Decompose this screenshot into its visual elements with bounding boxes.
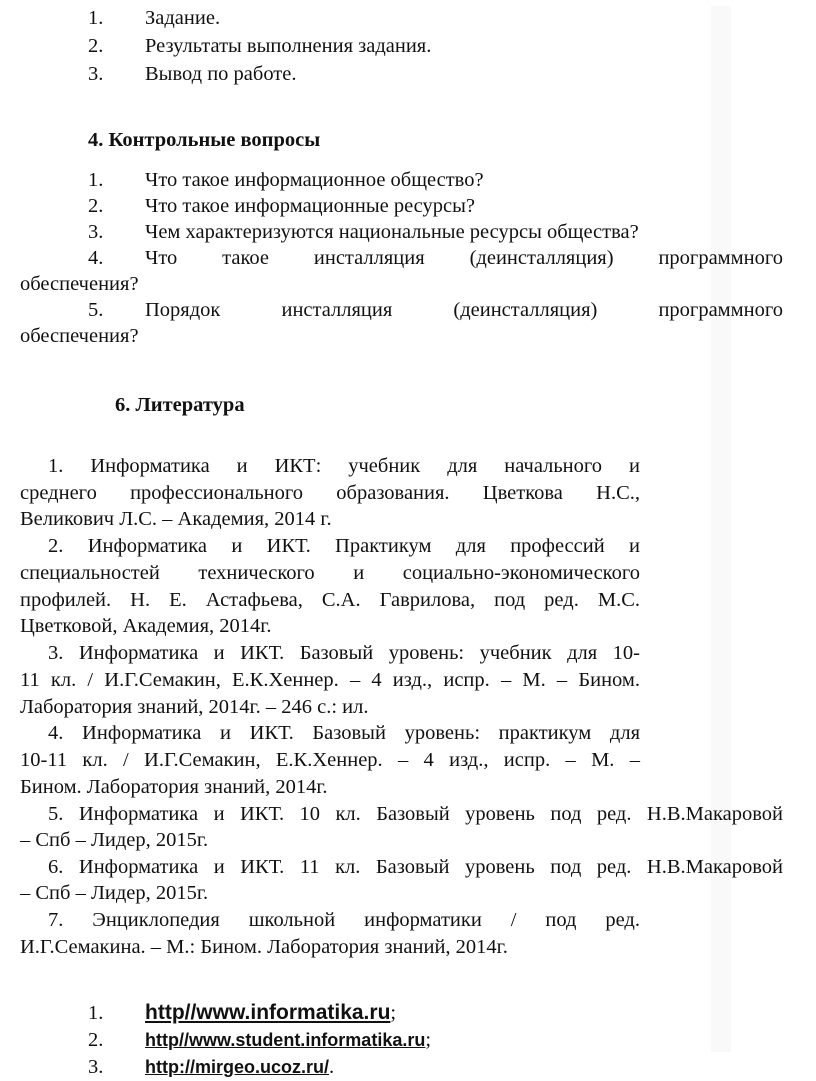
punctuation: ;	[425, 1029, 432, 1051]
list-number: 2.	[88, 1029, 104, 1051]
url-link[interactable]: http://mirgeo.ucoz.ru/	[145, 1057, 329, 1077]
list-number: 2.	[88, 195, 104, 217]
section-heading: 6. Литература	[115, 394, 245, 416]
list-number: 3.	[88, 221, 104, 243]
literature-line: 2. Информатика и ИКТ. Практикум для профессий и	[48, 535, 640, 557]
question-item: Что такое информационное общество?	[145, 169, 484, 191]
literature-line: – Спб – Лидер, 2015г.	[20, 882, 209, 904]
list-number: 4.	[88, 247, 104, 269]
literature-line: 3. Информатика и ИКТ. Базовый уровень: учебник для 10-	[48, 642, 640, 664]
punctuation: ;	[390, 1002, 397, 1024]
list-number: 1.	[88, 169, 104, 191]
list-item: Задание.	[145, 7, 221, 29]
literature-line: 7. Энциклопедия школьной информатики / под ред.	[48, 909, 640, 931]
list-number: 3.	[88, 63, 104, 85]
punctuation: .	[329, 1056, 335, 1078]
question-item: Что такое инсталляция (деинсталляция) программного	[145, 247, 783, 269]
literature-line: специальностей технического и социально-экономического	[20, 562, 640, 584]
link-item	[145, 1001, 396, 1025]
literature-line: 5. Информатика и ИКТ. 10 кл. Базовый уровень под ред. Н.В.Макаровой	[48, 803, 783, 825]
literature-line: Цветковой, Академия, 2014г.	[20, 615, 272, 637]
section-heading: 4. Контрольные вопросы	[88, 129, 321, 151]
literature-line: 11 кл. / И.Г.Семакин, Е.К.Хеннер. – 4 изд., испр. – М. – Бином.	[20, 669, 640, 691]
question-item: Чем характеризуются национальные ресурсы общества?	[145, 221, 639, 243]
list-item: Вывод по работе.	[145, 63, 297, 85]
link-item	[145, 1055, 334, 1079]
literature-line: Бином. Лаборатория знаний, 2014г.	[20, 776, 328, 798]
link-item	[145, 1028, 431, 1052]
list-number: 1.	[88, 7, 104, 29]
url-link[interactable]: http//www.student.informatika.ru	[145, 1030, 426, 1050]
list-number: 3.	[88, 1056, 104, 1078]
literature-line: 1. Информатика и ИКТ: учебник для начального и	[48, 455, 640, 477]
literature-line: 6. Информатика и ИКТ. 11 кл. Базовый уровень под ред. Н.В.Макаровой	[48, 856, 783, 878]
literature-line: Лаборатория знаний, 2014г. – 246 с.: ил.	[20, 696, 369, 718]
question-continuation: обеспечения?	[20, 325, 139, 347]
literature-line: – Спб – Лидер, 2015г.	[20, 829, 209, 851]
question-item: Что такое информационные ресурсы?	[145, 195, 475, 217]
list-item: Результаты выполнения задания.	[145, 35, 432, 57]
literature-line: 4. Информатика и ИКТ. Базовый уровень: практикум для	[48, 722, 640, 744]
literature-line: И.Г.Семакина. – М.: Бином. Лаборатория знаний, 2014г.	[20, 936, 508, 958]
list-number: 5.	[88, 299, 104, 321]
question-item: Порядок инсталляция (деинсталляция) программного	[145, 299, 783, 321]
url-link[interactable]: http//www.informatika.ru	[145, 1001, 391, 1024]
literature-line: профилей. Н. Е. Астафьева, С.А. Гаврилова, под ред. М.С.	[20, 589, 640, 611]
scrollbar-strip	[711, 6, 731, 1052]
literature-line: Великович Л.С. – Академия, 2014 г.	[20, 508, 332, 530]
list-number: 2.	[88, 35, 104, 57]
literature-line: 10-11 кл. / И.Г.Семакин, Е.К.Хеннер. – 4 изд., испр. – М. –	[20, 749, 640, 771]
question-continuation: обеспечения?	[20, 273, 139, 295]
list-number: 1.	[88, 1002, 104, 1024]
literature-line: среднего профессионального образования. Цветкова Н.С.,	[20, 482, 640, 504]
